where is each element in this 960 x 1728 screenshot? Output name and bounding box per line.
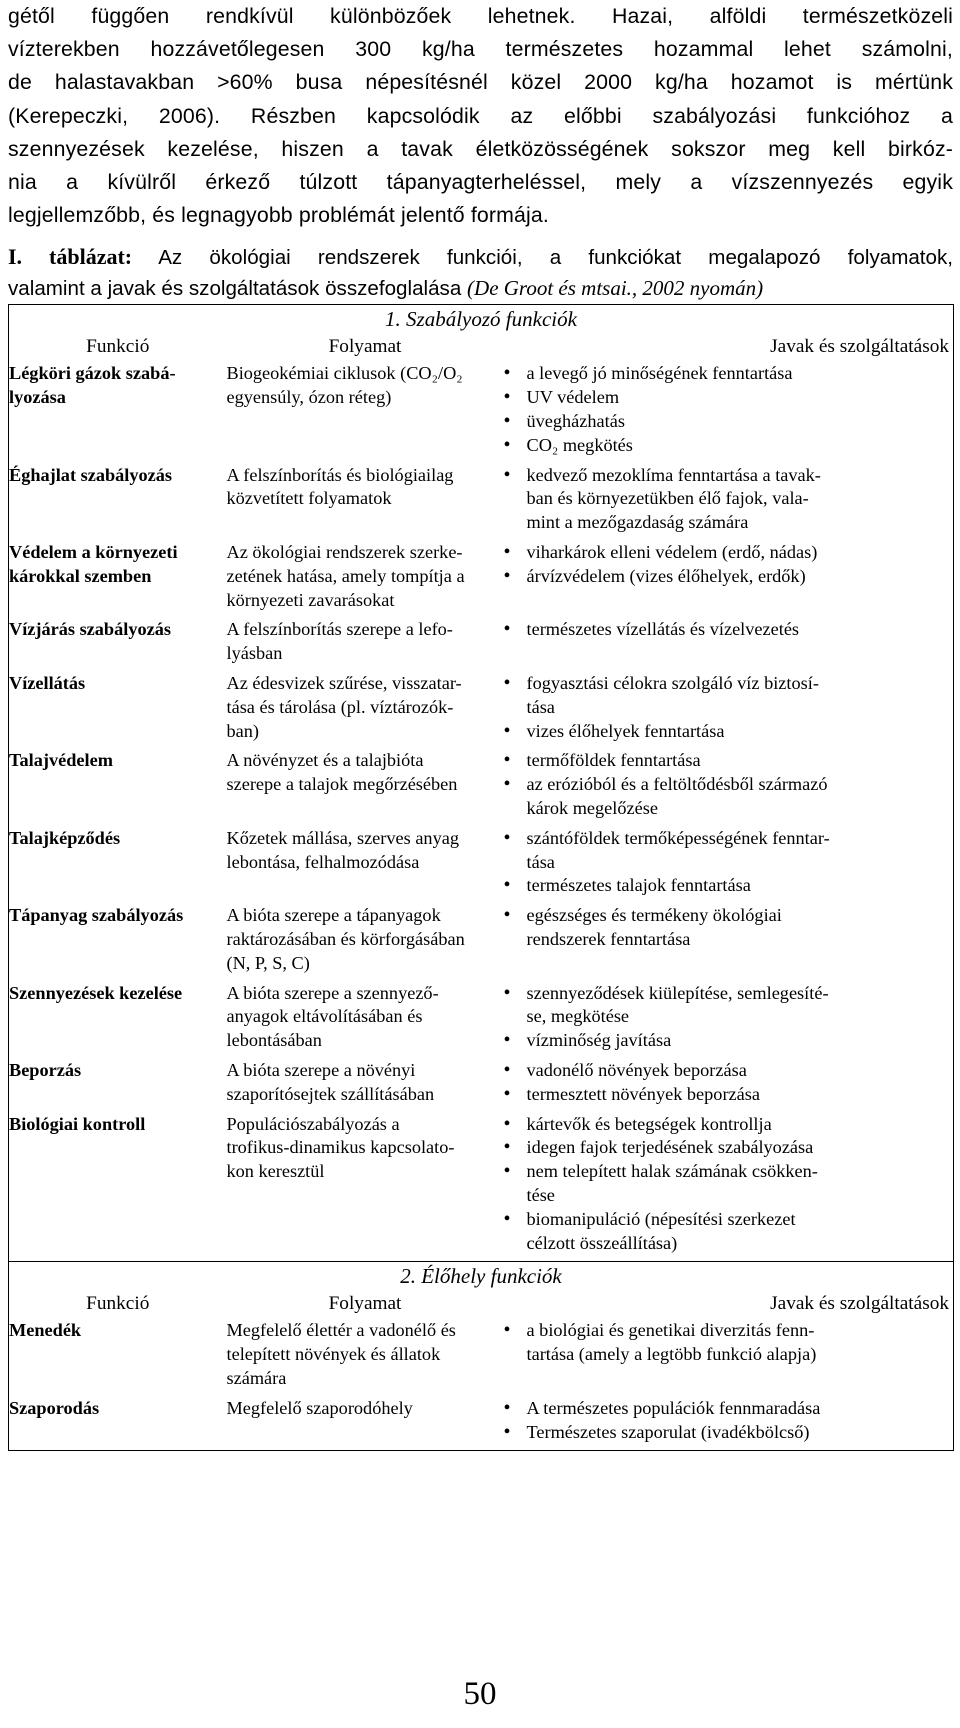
service-item (504, 904, 954, 952)
function-cell: Szennyezések kezelése (9, 982, 183, 1003)
table-caption-label: I. táblázat: (8, 244, 133, 270)
process-line: lyásban (226, 643, 283, 664)
table-row (9, 982, 954, 1059)
process-line: számára (226, 1367, 287, 1388)
service-item (504, 720, 954, 744)
table-section-title: 2. Élőhely funkciók (9, 1262, 954, 1292)
process-line: tása és tárolása (pl. víztározók- (226, 696, 454, 717)
process-line: közvetített folyamatok (226, 488, 392, 509)
service-line: • Természetes szaporulat (ivadékbölcső) (526, 1421, 810, 1442)
services-cell (504, 1397, 954, 1451)
service-line: károk megelőzése (526, 797, 658, 818)
process-line: raktározásában és körforgásában (226, 928, 465, 949)
service-item (504, 749, 954, 773)
service-line: • A természetes populációk fennmaradása (526, 1397, 821, 1418)
process-cell (227, 982, 504, 1059)
process-line: Megfelelő élettér a vadonélő és (226, 1320, 456, 1341)
services-list (504, 749, 954, 820)
service-line: • nem telepített halak számának csökken- (526, 1161, 818, 1182)
service-item (504, 1160, 954, 1208)
function-cell: Tápanyag szabályozás (9, 905, 184, 926)
service-item (504, 1083, 954, 1107)
function-cell: Vízellátás (9, 672, 86, 693)
table-header-row (9, 1291, 954, 1319)
table-row (9, 827, 954, 904)
table-row (9, 749, 954, 826)
process-cell (227, 749, 504, 826)
intro-line: nia a kívülről érkező túlzott tápanyagterheléssel, mely a vízszennyezés egyik (8, 170, 953, 195)
service-line: célzott összeállítása) (526, 1232, 678, 1253)
services-list (504, 1397, 954, 1445)
service-line: • a levegő jó minőségének fenntartása (526, 363, 793, 384)
services-list (504, 618, 954, 642)
column-header-process: Folyamat (328, 336, 402, 358)
service-line: tása (526, 696, 555, 717)
service-line: • üvegházhatás (526, 411, 625, 432)
process-line: anyagok eltávolításában és (226, 1006, 423, 1027)
services-cell (504, 1319, 954, 1396)
service-item (504, 827, 954, 875)
services-list (504, 1113, 954, 1256)
function-cell: Légköri gázok szabá-lyozása (9, 363, 176, 408)
services-list (504, 362, 954, 457)
process-line: zetének hatása, amely tompítja a (226, 565, 465, 586)
service-line: mint a mezőgazdaság számára (526, 512, 749, 533)
services-cell (504, 982, 954, 1059)
process-line: Kőzetek mállása, szerves anyag (226, 827, 459, 848)
table-row (9, 1113, 954, 1262)
service-item (504, 410, 954, 434)
function-cell: Védelem a környezeti károkkal szemben (9, 542, 178, 586)
process-cell (227, 464, 504, 541)
service-item (504, 362, 954, 386)
process-line: Az ökológiai rendszerek szerke- (226, 542, 463, 562)
function-cell: Talajképződés (9, 827, 121, 848)
intro-line: (Kerepeczki, 2006). Részben kapcsolódik az előbbi szabályozási funkcióhoz a (8, 103, 953, 128)
service-item (504, 618, 954, 642)
function-cell: Vízjárás szabályozás (9, 619, 171, 640)
service-line: • a biológiai és genetikai diverzitás fenn- (526, 1320, 815, 1341)
service-item (504, 1421, 954, 1445)
service-item (504, 1029, 954, 1053)
service-line: rendszerek fenntartása (526, 928, 691, 949)
function-cell: Szaporodás (9, 1397, 100, 1418)
table-row (9, 904, 954, 981)
process-line: környezeti zavarásokat (226, 589, 395, 610)
service-line: tartása (amely a legtöbb funkció alapja) (526, 1344, 817, 1365)
page-number: 50 (463, 1676, 497, 1712)
service-line: • idegen fajok terjedésének szabályozása (526, 1137, 814, 1158)
process-line: egyensúly, ózon réteg) (226, 387, 392, 408)
service-item (504, 773, 954, 821)
process-cell (227, 541, 504, 618)
process-line: lebontásában (226, 1030, 322, 1051)
process-line: trofikus-dinamikus kapcsolato- (226, 1137, 455, 1158)
services-list (504, 904, 954, 952)
process-cell (227, 1113, 504, 1262)
table-row (9, 618, 954, 672)
service-line: • termesztett növények beporzása (526, 1083, 760, 1104)
service-item (504, 1319, 954, 1367)
function-cell: Biológiai kontroll (9, 1113, 146, 1134)
column-header-function: Funkció (86, 1293, 150, 1315)
services-list (504, 541, 954, 589)
service-line: se, megkötése (526, 1006, 630, 1027)
service-line: • szennyeződések kiülepítése, semlegesíté- (526, 982, 829, 1003)
table-section-row (9, 1262, 954, 1292)
document-page (8, 0, 953, 1451)
table-caption-text: valamint a javak és szolgáltatások összefoglalása (8, 277, 468, 301)
column-header-services: Javak és szolgáltatások (770, 1293, 949, 1315)
service-line: • viharkárok elleni védelem (erdő, nádas) (526, 542, 818, 562)
process-line: A bióta szerepe a szennyező- (226, 982, 439, 1003)
process-cell (227, 904, 504, 981)
process-line: Populációszabályozás a (226, 1113, 400, 1134)
ecosystem-functions-table (8, 304, 954, 1451)
services-list (504, 1059, 954, 1107)
services-cell (504, 541, 954, 618)
service-line: • egészséges és termékeny ökológiai (526, 905, 782, 926)
service-item (504, 386, 954, 410)
service-line: • árvízvédelem (vizes élőhelyek, erdők) (526, 565, 806, 586)
intro-line: gétől függően rendkívül különbözőek lehetnek. Hazai, alföldi természetközeli (8, 4, 953, 28)
service-line: • az erózióból és a feltöltődésből származó (526, 774, 828, 795)
service-line: • fogyasztási célokra szolgáló víz biztosí- (526, 672, 819, 693)
service-item (504, 1208, 954, 1256)
table-row (9, 1059, 954, 1113)
services-cell (504, 672, 954, 749)
service-item (504, 982, 954, 1030)
process-cell (227, 362, 504, 463)
service-line: • biomanipuláció (népesítési szerkezet (526, 1208, 796, 1229)
services-cell (504, 464, 954, 541)
column-header-function: Funkció (86, 336, 150, 358)
table-row (9, 464, 954, 541)
services-cell (504, 749, 954, 826)
table-row (9, 362, 954, 463)
service-item (504, 565, 954, 589)
service-line: • természetes vízellátás és vízelvezetés (526, 619, 800, 640)
service-line: • vizes élőhelyek fenntartása (526, 720, 725, 741)
service-line: • természetes talajok fenntartása (526, 875, 751, 896)
service-line: • UV védelem (526, 387, 620, 408)
process-line: (N, P, S, C) (226, 952, 310, 973)
intro-line: vízterekben hozzávetőlegesen 300 kg/ha természetes hozammal lehet számolni, (8, 37, 953, 62)
service-line: tása (526, 851, 555, 872)
service-item (504, 672, 954, 720)
process-line: szerepe a talajok megőrzésében (226, 774, 458, 795)
column-header-services: Javak és szolgáltatások (770, 336, 949, 358)
process-line: ban) (226, 720, 259, 741)
service-line: • vadonélő növények beporzása (526, 1059, 747, 1080)
process-cell (227, 827, 504, 904)
services-cell (504, 1113, 954, 1262)
service-item (504, 874, 954, 898)
process-line: A felszínborítás és biológiailag (226, 464, 454, 485)
process-cell (227, 1397, 504, 1451)
services-cell (504, 618, 954, 672)
process-line: A felszínborítás szerepe a lefo- (226, 619, 453, 640)
function-cell: Éghajlat szabályozás (9, 464, 173, 485)
process-line: Biogeokémiai ciklusok (CO₂/O₂ (226, 363, 463, 384)
table-row (9, 1397, 954, 1451)
service-item (504, 434, 954, 458)
service-item (504, 1113, 954, 1137)
service-item (504, 464, 954, 535)
process-cell (227, 618, 504, 672)
process-line: lebontása, felhalmozódása (226, 851, 420, 872)
services-list (504, 982, 954, 1053)
function-cell: Talajvédelem (9, 750, 113, 771)
services-cell (504, 1059, 954, 1113)
process-line: A bióta szerepe a növényi (226, 1059, 416, 1080)
service-item (504, 1059, 954, 1083)
process-line: Az édesvizek szűrése, visszatar- (226, 672, 462, 693)
services-cell (504, 362, 954, 463)
service-line: • vízminőség javítása (526, 1030, 672, 1051)
table-section-title: 1. Szabályozó funkciók (385, 307, 577, 332)
intro-line: de halastavakban >60% busa népesítésnél közel 2000 kg/ha hozamot is mértünk (8, 70, 953, 95)
service-line: • szántóföldek termőképességének fenntar- (526, 827, 830, 848)
process-line: kon keresztül (226, 1161, 325, 1182)
process-line: telepített növények és állatok (226, 1344, 441, 1365)
table-header-row (9, 334, 954, 362)
service-line: • CO₂ megkötés (526, 434, 633, 455)
process-line: szaporítósejtek szállításában (226, 1083, 435, 1104)
intro-paragraph (8, 0, 953, 232)
services-cell (504, 827, 954, 904)
table-section-row (9, 305, 954, 335)
services-list (504, 464, 954, 535)
table-caption-text: Az ökológiai rendszerek funkciói, a funkciókat megalapozó folyamatok, (132, 246, 954, 270)
intro-line: legjellemzőbb, és legnagyobb problémát jelentő formája. (8, 203, 549, 228)
service-item (504, 1136, 954, 1160)
services-cell (504, 904, 954, 981)
service-line: • kedvező mezoklíma fenntartása a tavak- (526, 464, 821, 485)
services-list (504, 672, 954, 743)
process-cell (227, 1319, 504, 1396)
process-line: A növényzet és a talajbióta (226, 750, 424, 771)
service-line: • termőföldek fenntartása (526, 750, 701, 771)
table-row (9, 672, 954, 749)
function-cell: Menedék (9, 1320, 82, 1341)
table-row (9, 1319, 954, 1396)
process-line: Megfelelő szaporodóhely (226, 1397, 413, 1418)
service-item (504, 1397, 954, 1421)
service-line: • kártevők és betegségek kontrollja (526, 1113, 772, 1134)
process-cell (227, 672, 504, 749)
service-line: tése (526, 1184, 555, 1205)
function-cell: Beporzás (9, 1059, 82, 1080)
process-cell (227, 1059, 504, 1113)
table-caption (8, 242, 953, 304)
process-line: A bióta szerepe a tápanyagok (226, 905, 441, 926)
service-line: ban és környezetükben élő fajok, vala- (526, 488, 809, 509)
service-item (504, 541, 954, 565)
table-caption-source: (De Groot és mtsai., 2002 nyomán) (467, 276, 764, 301)
table-row (9, 541, 954, 618)
intro-line: szennyezések kezelése, hiszen a tavak életközösségének sokszor meg kell birkóz- (8, 136, 953, 161)
column-header-process: Folyamat (328, 1293, 402, 1315)
services-list (504, 1319, 954, 1367)
services-list (504, 827, 954, 898)
